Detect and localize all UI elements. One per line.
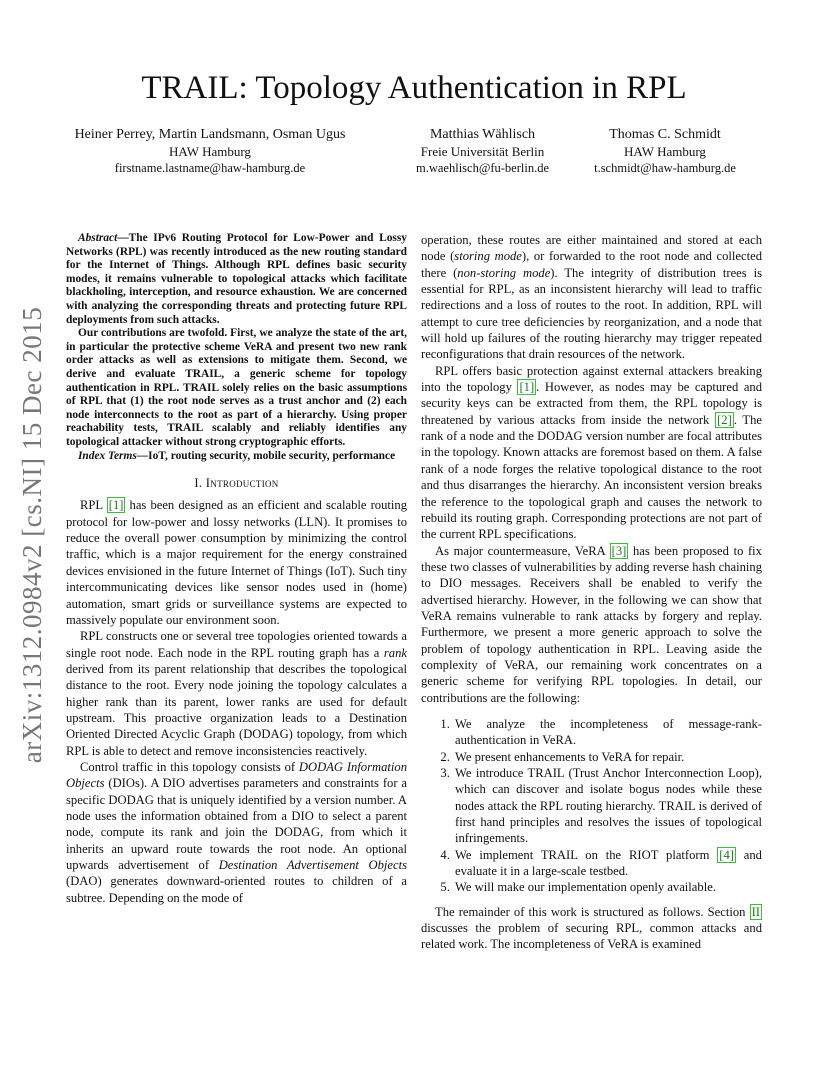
author-affiliation: HAW Hamburg: [624, 144, 706, 159]
arxiv-sidebar-stamp: arXiv:1312.0984v2 [cs.NI] 15 Dec 2015: [17, 306, 47, 764]
body-paragraph: Control traffic in this topology consists of DODAG Information Objects (DIOs). A DIO advertises parameters and constraints for a specific DODAG that is uniquely identified by a version number. A node uses the information obtained from a DIO to select a parent node, compute its rank and join the DODAG, from which it inherits an upward route towards the root node. An optional upwards advertisement of Destination Advertisement Objects (DAO) generates downward-oriented routes to children of a subtree. Depending on the mode of: [66, 759, 407, 905]
abstract: [66, 232, 407, 463]
author-email: m.waehlisch@fu-berlin.de: [416, 161, 549, 175]
author-affiliation: Freie Universität Berlin: [420, 144, 545, 159]
list-item: 4. We implement TRAIL on the RIOT platform [4] and evaluate it in a large-scale testbed.: [453, 847, 762, 880]
left-column: [66, 232, 407, 906]
index-terms: Index Terms—IoT, routing security, mobile security, performance: [78, 449, 396, 462]
contributions-list: [421, 716, 762, 896]
abstract-paragraph-2: Our contributions are twofold. First, we analyze the state of the art, in particular the protective scheme VeRA and present two new rank order attacks as well as extensions to mitigate them. Second, we derive and evaluate TRAIL, a generic scheme for topology authentication in RPL. TRAIL solely relies on the basic assumptions of RPL that (1) the root node serves as a trust anchor and (2) each node interconnects to the root as part of a hierarchy. Using proper reachability tests, TRAIL scalably and reliably identifies any topological attacker without strong cryptographic efforts.: [66, 327, 407, 448]
author-name: Matthias Wählisch: [429, 127, 536, 142]
body-paragraph: RPL offers basic protection against external attackers breaking into the topology [1] . However, as nodes may be captured and security keys can be extracted from them, the RPL topology is threatened by various attacks from inside the network [2] . The rank of a node and the DODAG version number are focal attributes in the topology. Known attacks are foremost based on them. A false rank of a node forges the relative topological distance to the root and thus disarranges the hierarchy. An inconsistent version breaks the reference to the topological graph and causes the network to rebuild its routing graph. Corresponding protections are not part of the current RPL specifications.: [421, 363, 763, 542]
intro-left-body: [66, 497, 407, 906]
body-paragraph: RPL constructs one or several tree topologies oriented towards a single root node. Each node in the RPL routing graph has a rank derived from its parent relationship that describes the topological distance to the root. Every node joining the topology calculates a higher rank than its parent, lower ranks are used for default upstream. This proactive organization leads to a Destination Oriented Directed Acyclic Graph (DODAG) topology, from which RPL is able to detect and remove inconsistencies reactively.: [66, 629, 407, 758]
citation-link[interactable]: [1]: [519, 380, 535, 395]
author-email: t.schmidt@haw-hamburg.de: [594, 161, 736, 175]
citation-link[interactable]: [3]: [611, 543, 627, 558]
author-email: firstname.lastname@haw-hamburg.de: [114, 161, 306, 175]
list-item: 1. We analyze the incompleteness of message-rank-authentication in VeRA.: [453, 716, 762, 749]
author-group-2: [395, 126, 570, 177]
author-group-1: [60, 126, 360, 177]
section-heading-introduction: I. Introduction: [194, 476, 279, 491]
section-reference-link[interactable]: II: [751, 904, 760, 919]
body-paragraph: RPL [1] has been designed as an efficient and scalable routing protocol for low-power and lossy networks (LLN). It promises to reduce the overall power consumption by minimizing the control traffic, which is a major requirement for the energy constrained devices envisioned in the future Internet of Things (IoT). Such tiny intercommunicating devices like sensor nodes used in (home) automation, smart grids or surveillance systems are expected to massively populate our environment soon.: [66, 498, 407, 627]
list-item: 2. We present enhancements to VeRA for repair.: [453, 749, 762, 765]
citation-link[interactable]: [2]: [717, 412, 732, 427]
body-paragraph: operation, these routes are either maintained and stored at each node (storing mode), or forwarded to the root node and collected there (non-storing mode). The integrity of distribution trees is essential for RPL, as an inconsistent hierarchy will lead to traffic redirections and a loss of routes to the root. In addition, RPL will attempt to cure tree deficiencies by reorganization, and a node that will hold up failures of the routing hierarchy may trigger repeated reconfigurations that drain resources of the network.: [421, 233, 763, 362]
author-group-3: [575, 126, 755, 177]
abstract-lead: Abstract: [78, 232, 118, 244]
body-paragraph: As major countermeasure, VeRA [3] has been proposed to fix these two classes of vulnerabilities by adding reverse hash chaining to DIO messages. Receivers shall be enabled to verify the advertised hierarchy. However, in the following we can show that VeRA remains vulnerable to rank attacks by forgery and replay. Furthermore, we present a more generic approach to solve the problem of topology authentication in RPL. Leaving aside the complexity of VeRA, our remaining work concentrates on a generic scheme for verifying RPL topologies. In detail, our contributions are the following:: [421, 543, 762, 705]
index-terms-lead: Index Terms: [78, 449, 137, 462]
abstract-paragraph-1: Abstract—The IPv6 Routing Protocol for Low-Power and Lossy Networks (RPL) was recently introduced as the new routing standard for the Internet of Things. Although RPL defines basic security modes, it remains vulnerable to topological attacks which facilitate blackholing, interception, and resource exhaustion. We are concerned with analyzing the corresponding threats and protecting future RPL deployments from such attacks.: [66, 232, 407, 326]
body-paragraph: The remainder of this work is structured as follows. Section II discusses the problem of securing RPL, common attacks and related work. The incompleteness of VeRA is examined: [421, 904, 762, 952]
author-affiliation: HAW Hamburg: [169, 144, 251, 159]
citation-link[interactable]: [1]: [108, 498, 124, 513]
list-item: 3. We introduce TRAIL (Trust Anchor Interconnection Loop), which can discover and isolate bogus nodes while these nodes attack the RPL routing hierarchy. TRAIL is derived of first hand principles and resolves the issues of topological infringements.: [453, 765, 762, 847]
author-name: Thomas C. Schmidt: [609, 127, 721, 142]
citation-link[interactable]: [4]: [719, 847, 734, 862]
paper-title: TRAIL: Topology Authentication in RPL: [141, 70, 687, 106]
list-item: 5. We will make our implementation openly available.: [453, 879, 762, 895]
right-column: [421, 232, 762, 953]
author-name: Heiner Perrey, Martin Landsmann, Osman Ugus: [74, 127, 346, 142]
